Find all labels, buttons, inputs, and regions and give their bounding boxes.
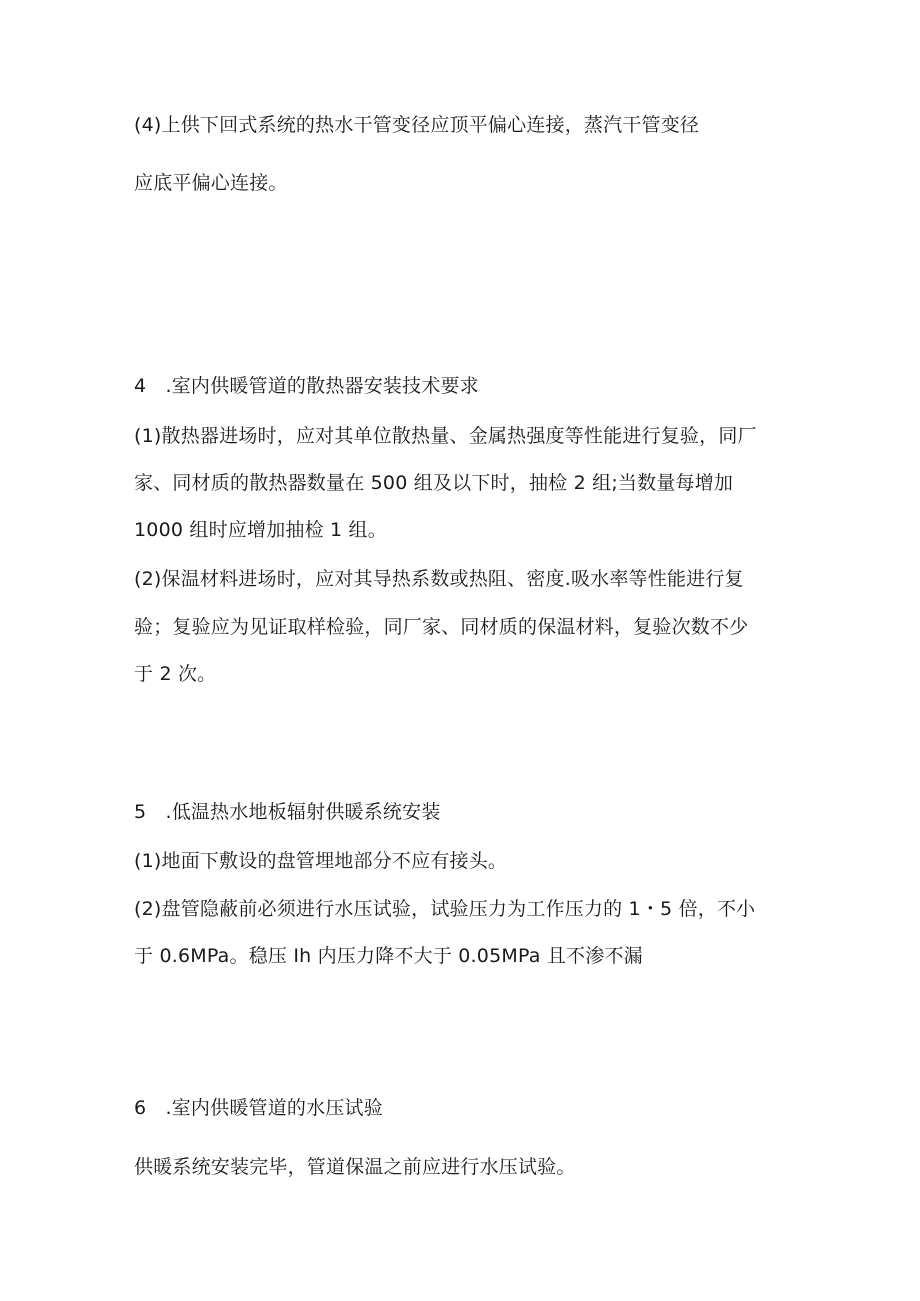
section-4-item-2-line-3: 于 2 次。 xyxy=(134,663,217,685)
section-4-item-1-line-1: (1)散热器进场时，应对其单位散热量、金属热强度等性能进行复验，同厂 xyxy=(134,425,757,447)
section-4-heading: 4 .室内供暖管道的散热器安装技术要求 xyxy=(134,375,479,397)
section-4-item-1-line-3: 1000 组时应增加抽检 1 组。 xyxy=(134,519,387,541)
section-5-heading: 5 .低温热水地板辐射供暖系统安装 xyxy=(134,801,441,823)
section-4-item-1-line-2: 家、同材质的散热器数量在 500 组及以下时，抽检 2 组;当数量每增加 xyxy=(134,472,734,494)
section-5-item-1-line-1: (1)地面下敷设的盘管埋地部分不应有接头。 xyxy=(134,850,508,872)
section-4-item-2-line-2: 验；复验应为见证取样检验，同厂家、同材质的保温材料，复验次数不少 xyxy=(134,616,749,638)
paragraph-item-4-line-2: 应底平偏心连接。 xyxy=(134,172,288,194)
section-5-item-2-line-1: (2)盘管隐蔽前必须进行水压试验，试验压力为工作压力的 1・5 倍，不小 xyxy=(134,898,756,920)
section-4-item-2-line-1: (2)保温材料进场时，应对其导热系数或热阻、密度.吸水率等性能进行复 xyxy=(134,568,744,590)
section-6-heading: 6 .室内供暖管道的水压试验 xyxy=(134,1097,383,1119)
section-6-paragraph-line-1: 供暖系统安装完毕，管道保温之前应进行水压试验。 xyxy=(134,1156,576,1178)
paragraph-item-4-line-1: (4)上供下回式系统的热水干管变径应顶平偏心连接，蒸汽干管变径 xyxy=(134,114,700,136)
section-5-item-2-line-2: 于 0.6MPa。稳压 Ih 内压力降不大于 0.05MPa 且不渗不漏 xyxy=(134,945,643,967)
